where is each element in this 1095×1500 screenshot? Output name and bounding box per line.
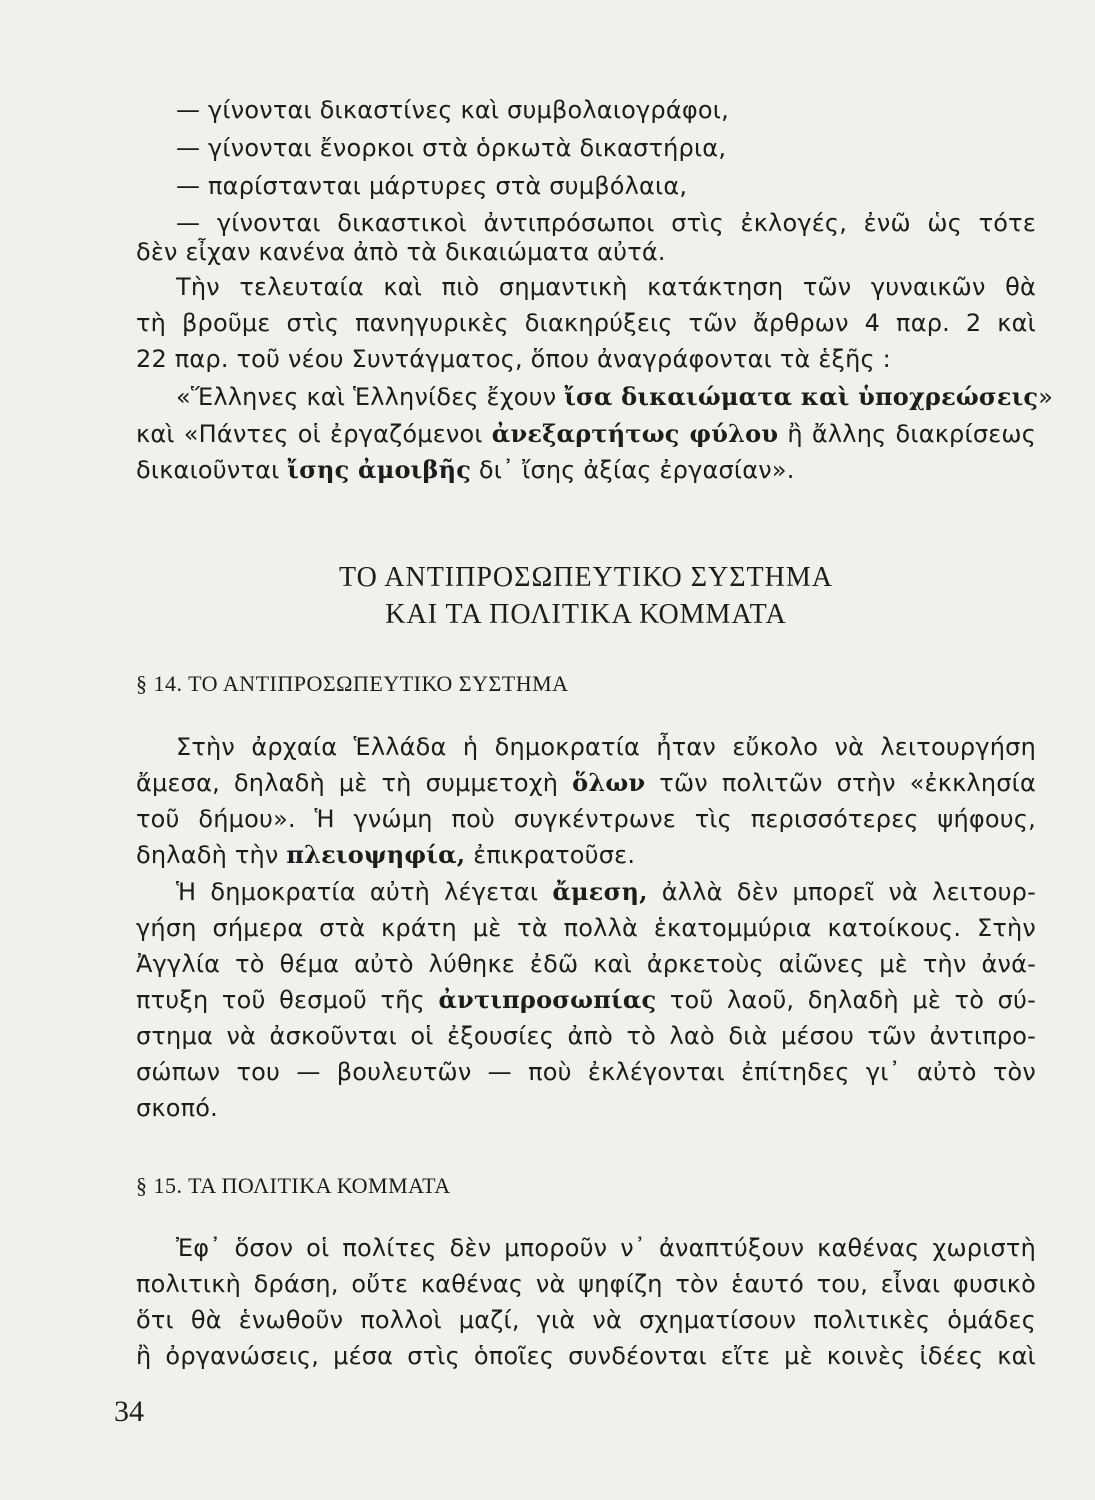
text-line: δηλαδὴ τὴν πλειοψηφία, ἐπικρατοῦσε. [136, 840, 636, 869]
text-line: σώπων του — βουλευτῶν — ποὺ ἐκλέγονται ἐπίτηδες γι᾽ αὐτὸ τὸν [136, 1058, 1036, 1086]
quote-line: καὶ «Πάντες οἱ ἐργαζόμενοι ἀνεξαρτήτως φύλου ἢ ἄλλης διακρίσεως [136, 419, 1036, 448]
quote-line: δικαιοῦνται ἴσης ἀμοιβῆς δι᾽ ἴσης ἀξίας ἐργασίαν». [136, 455, 795, 484]
text-line: Ἀγγλία τὸ θέμα αὐτὸ λύθηκε ἐδῶ καὶ ἀρκετοὺς αἰῶνες μὲ τὴν ἀνά- [136, 950, 1036, 978]
text-line: γήση σήμερα στὰ κράτη μὲ τὰ πολλὰ ἑκατομμύρια κατοίκους. Στὴν [136, 914, 1036, 942]
chapter-title-line-1: ΤΟ ΑΝΤΙΠΡΟΣΩΠΕΥΤΙΚΟ ΣΥΣΤΗΜΑ [338, 562, 833, 593]
text-line: Τὴν τελευταία καὶ πιὸ σημαντικὴ κατάκτηση τῶν γυναικῶν θὰ [176, 273, 1036, 301]
section-14-heading: § 14. ΤΟ ΑΝΤΙΠΡΟΣΩΠΕΥΤΙΚΟ ΣΥΣΤΗΜΑ [136, 671, 569, 696]
text-line: τὴ βροῦμε στὶς πανηγυρικὲς διακηρύξεις τῶν ἄρθρων 4 παρ. 2 καὶ [136, 309, 1036, 337]
text-line: πολιτικὴ δράση, οὔτε καθένας νὰ ψηφίζη τὸν ἑαυτό του, εἶναι φυσικὸ [136, 1270, 1036, 1298]
list-item: — γίνονται ἔνορκοι στὰ ὁρκωτὰ δικαστήρια, [176, 134, 727, 162]
text-line: Στὴν ἀρχαία Ἑλλάδα ἡ δημοκρατία ἦταν εὔκολο νὰ λειτουργήση [176, 733, 1036, 761]
text-line: 22 παρ. τοῦ νέου Συντάγματος, ὅπου ἀναγράφονται τὰ ἑξῆς : [136, 345, 891, 373]
list-item: — γίνονται δικαστίνες καὶ συμβολαιογράφοι, [176, 96, 729, 124]
text-line: ἢ ὀργανώσεις, μέσα στὶς ὁποῖες συνδέονται εἴτε μὲ κοινὲς ἰδέες καὶ [136, 1342, 1036, 1370]
text-line: Ἐφ᾽ ὅσον οἱ πολίτες δὲν μποροῦν ν᾽ ἀναπτύξουν καθένας χωριστὴ [176, 1234, 1036, 1262]
chapter-title-line-2: ΚΑΙ ΤΑ ΠΟΛΙΤΙΚΑ ΚΟΜΜΑΤΑ [385, 599, 787, 630]
text-line: ὅτι θὰ ἑνωθοῦν πολλοὶ μαζί, γιὰ νὰ σχηματίσουν πολιτικὲς ὁμάδες [136, 1306, 1036, 1334]
list-item: — γίνονται δικαστικοὶ ἀντιπρόσωποι στὶς ἐκλογές, ἐνῶ ὡς τότε [176, 209, 1036, 237]
text-line: στημα νὰ ἀσκοῦνται οἱ ἐξουσίες ἀπὸ τὸ λαὸ διὰ μέσου τῶν ἀντιπρο- [136, 1022, 1036, 1050]
page-number: 34 [114, 1395, 144, 1428]
text-line: δὲν εἶχαν κανένα ἀπὸ τὰ δικαιώματα αὐτά. [136, 238, 666, 266]
list-item: — παρίστανται μάρτυρες στὰ συμβόλαια, [176, 172, 688, 200]
section-15-heading: § 15. ΤΑ ΠΟΛΙΤΙΚΑ ΚΟΜΜΑΤΑ [136, 1173, 451, 1198]
quote-line: «Ἕλληνες καὶ Ἑλληνίδες ἔχουν ἴσα δικαιώματα καὶ ὑποχρεώσεις» [176, 382, 1054, 411]
text-line: τοῦ δήμου». Ἡ γνώμη ποὺ συγκέντρωνε τὶς περισσότερες ψήφους, [136, 805, 1036, 833]
text-line: ἄμεσα, δηλαδὴ μὲ τὴ συμμετοχὴ ὅλων τῶν πολιτῶν στὴν «ἐκκλησία [136, 768, 1036, 797]
text-line: πτυξη τοῦ θεσμοῦ τῆς ἀντιπροσωπίας τοῦ λαοῦ, δηλαδὴ μὲ τὸ σύ- [136, 985, 1036, 1014]
text-line: σκοπό. [136, 1094, 219, 1122]
text-line: Ἡ δημοκρατία αὐτὴ λέγεται ἄμεση, ἀλλὰ δὲν μπορεῖ νὰ λειτουρ- [176, 877, 1036, 906]
